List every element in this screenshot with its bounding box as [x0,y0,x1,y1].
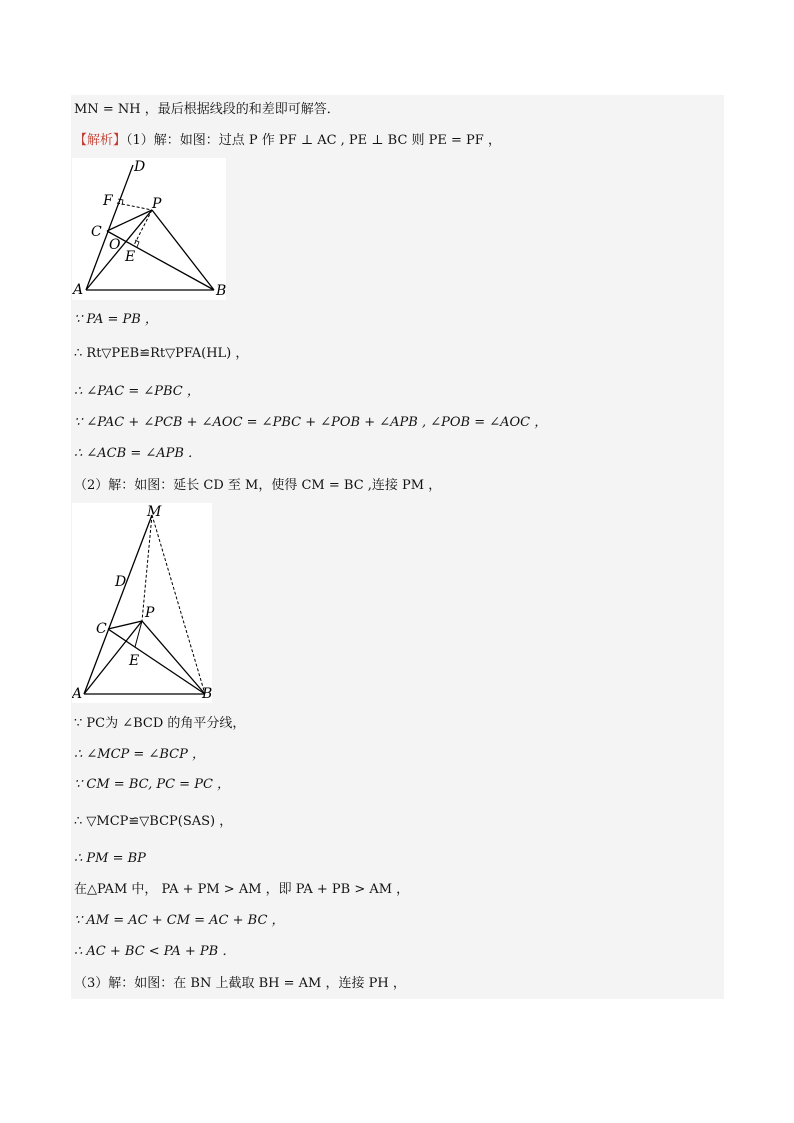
label-E: E [129,653,140,669]
label-B: B [216,283,226,299]
analysis-tag: 【解析】 [74,133,127,148]
text-line-10: ∴ ∠MCP = ∠BCP ， [74,747,205,762]
label-O: O [109,237,121,253]
text-line-2: 【解析】（1）解：如图：过点 P 作 PF ⊥ AC , PE ⊥ BC 则 PE = PF ， [74,133,501,148]
text-line-5: ∴ ∠PAC = ∠PBC ， [74,384,200,399]
text-line-6: ∵ ∠PAC + ∠PCB + ∠AOC = ∠PBC + ∠POB + ∠APB , ∠POB = ∠AOC ， [74,415,548,430]
text-line-14: 在△PAM 中， PA + PM > AM ，即 PA + PB > AM ， [74,882,410,897]
text-line-13: ∴ PM = BP [74,851,146,866]
text-line-3: ∵ PA = PB ， [74,312,158,327]
label-F: F [103,193,113,209]
label-M: M [147,504,162,520]
figure-2 [72,503,212,703]
text-line-12: ∴ ▽MCP≌▽BCP(SAS) ， [74,814,233,829]
label-D: D [115,574,127,590]
label-C: C [91,224,102,240]
figure-1 [72,158,226,300]
text-line-7: ∴ ∠ACB = ∠APB ． [74,446,202,461]
text-line-17: （3）解：如图：在 BN 上截取 BH = AM ，连接 PH ， [74,976,406,991]
label-P: P [145,605,155,621]
text-line-9: ∵ PC为 ∠BCD 的角平分线， [74,716,246,731]
line-CP [107,210,152,231]
text-line-4: ∴ Rt▽PEB≌Rt▽PFA(HL) ， [74,346,249,361]
label-A: A [72,686,83,702]
text-line-15: ∵ AM = AC + CM = AC + BC ， [74,913,285,928]
line-AM [84,515,152,694]
text-line-16: ∴ AC + BC < PA + PB ． [74,944,236,959]
line-CB [107,231,214,290]
line-PB [152,210,214,290]
text-line-1: MN = NH ，最后根据线段的和差即可解答． [74,102,340,117]
line-MB [152,515,205,694]
label-P: P [152,196,162,212]
label-D: D [134,159,146,175]
label-E: E [125,249,136,265]
text-line-11: ∵ CM = BC, PC = PC ， [74,777,231,792]
line-PE [134,210,152,245]
text-line-8: （2）解：如图：延长 CD 至 M，使得 CM = BC ,连接 PM ， [74,478,442,493]
label-A: A [73,282,84,298]
label-C: C [96,621,107,637]
label-B: B [202,686,212,702]
